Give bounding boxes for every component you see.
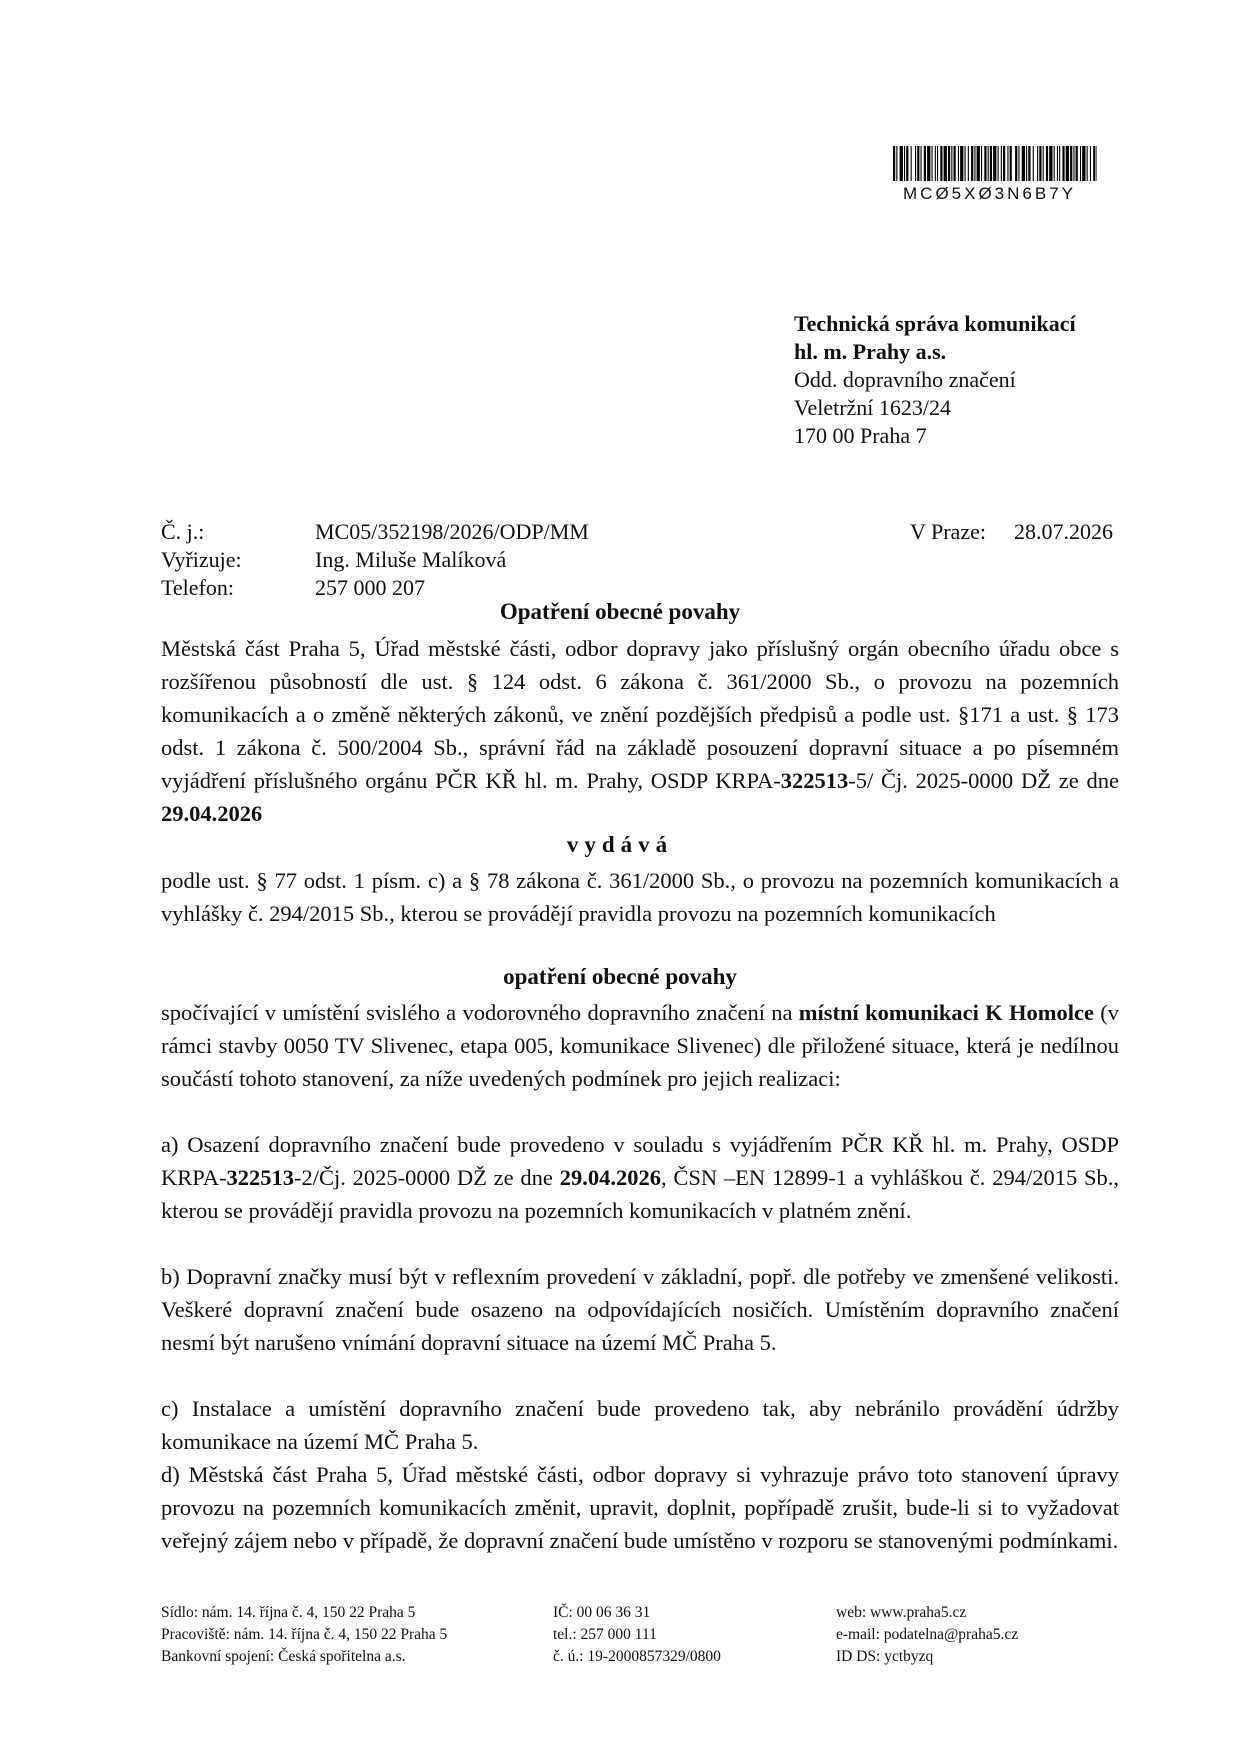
barcode-bar: [1003, 146, 1005, 181]
cond-a-text-e: , ČSN –EN 12899-1 a vyhláškou č. 294/2015 Sb., kterou se provádějí pravidla provozu na pozemních komunikacích v platném znění.: [161, 1165, 1119, 1223]
barcode-bar: [965, 146, 966, 181]
barcode-bar: [1026, 146, 1027, 181]
vyrizuje-value: Ing. Miluše Malíková: [315, 547, 507, 572]
body-text-c: (v rámci stavby 0050 TV Slivenec, etapa 005, komunikace Slivenec) dle přiložené situace, která je nedílnou součástí tohoto stanovení, za níže uvedených podmínek pro jejich realizaci:: [161, 1000, 1120, 1091]
barcode-text: MCØ5XØ3N6B7Y: [903, 184, 1076, 203]
cj-value: MC05/352198/2026/ODP/MM: [315, 519, 589, 544]
barcode: [893, 146, 1097, 181]
barcode-bar: [917, 146, 919, 181]
footer-address: [161, 1602, 447, 1668]
footer-email: e-mail: podatelna@praha5.cz: [836, 1626, 1019, 1643]
condition-b: b) Dopravní značky musí být v reflexním provedení v základní, popř. dle potřeby ve zmenšené velikosti. Veškeré dopravní značení bude osazeno na odpovídajících nosičích. Umístěním dopravního značení nesmí být narušeno vnímání dopravní situace na území MČ Praha 5.: [161, 1264, 1119, 1355]
barcode-bar: [1015, 146, 1017, 181]
condition-c: c) Instalace a umístění dopravního značení bude provedeno tak, aby nebránilo provádění údržby komunikace na území MČ Praha 5.: [161, 1396, 1119, 1454]
barcode-bar: [1033, 146, 1034, 181]
telefon-label: Telefon:: [161, 575, 234, 600]
barcode-bar: [927, 146, 930, 181]
barcode-bar: [1001, 146, 1002, 181]
barcode-bar: [1057, 146, 1058, 181]
legal-basis-paragraph: podle ust. § 77 odst. 1 písm. c) a § 78 zákona č. 361/2000 Sb., o provozu na pozemních komunikacích a vyhlášky č. 294/2015 Sb., kterou se provádějí pravidla provozu na pozemních komunikacích: [161, 868, 1119, 926]
barcode-bar: [990, 146, 992, 181]
footer-account: č. ú.: 19-2000857329/0800: [553, 1648, 721, 1665]
barcode-bar: [1010, 146, 1012, 181]
barcode-bar: [906, 146, 908, 181]
footer-ic: IČ: 00 06 36 31: [553, 1604, 651, 1621]
intro-text-c: -5/ Čj. 2025-0000 DŽ ze dne: [848, 768, 1119, 793]
barcode-bar: [1093, 146, 1095, 181]
barcode-bar: [1080, 146, 1081, 181]
barcode-bar: [1018, 146, 1019, 181]
barcode-bar: [915, 146, 916, 181]
barcode-bar: [951, 146, 952, 181]
barcode-bar: [911, 146, 912, 181]
intro-paragraph: [161, 632, 1119, 830]
barcode-bar: [948, 146, 950, 181]
measure-subtitle: opatření obecné povahy: [503, 964, 737, 989]
barcode-bar: [924, 146, 926, 181]
barcode-bar: [1039, 146, 1041, 181]
barcode-bar: [944, 146, 947, 181]
recipient-dept: Odd. dopravního značení: [794, 367, 1016, 392]
barcode-bar: [1090, 146, 1091, 181]
barcode-bar: [993, 146, 996, 181]
footer-sidlo: Sídlo: nám. 14. října č. 4, 150 22 Praha 5: [161, 1604, 416, 1621]
footer-bank: Bankovní spojení: Česká spořitelna a.s.: [161, 1648, 406, 1665]
issues-heading: vydává: [566, 832, 674, 857]
document-title: Opatření obecné povahy: [499, 599, 741, 624]
barcode-bar: [954, 146, 956, 181]
barcode-bar: [958, 146, 959, 181]
barcode-bar: [988, 146, 989, 181]
recipient-name-line1: Technická správa komunikací: [794, 311, 1076, 336]
barcode-bar: [1066, 146, 1069, 181]
footer-ids: [553, 1602, 721, 1668]
footer-tel: tel.: 257 000 111: [553, 1626, 657, 1643]
document-date: 28.07.2026: [1014, 519, 1113, 544]
barcode-bar: [974, 146, 975, 181]
barcode-bar: [937, 146, 938, 181]
barcode-bar: [1097, 146, 1098, 181]
cond-a-text-a: a) Osazení dopravního značení bude provedeno v souladu s vyjádřením PČR KŘ hl. m. Prahy, OSDP KRPA-: [161, 1132, 1119, 1190]
barcode-bar: [1073, 146, 1074, 181]
recipient-street: Veletržní 1623/24: [794, 395, 952, 420]
barcode-bar: [1022, 146, 1025, 181]
barcode-bar: [1054, 146, 1055, 181]
barcode-bar: [900, 146, 903, 181]
barcode-bar: [960, 146, 963, 181]
vyrizuje-label: Vyřizuje:: [161, 547, 242, 572]
barcode-bar: [1037, 146, 1038, 181]
barcode-bar: [940, 146, 942, 181]
measure-body-paragraph: [161, 996, 1119, 1095]
body-location: místní komunikaci K Homolce: [798, 1000, 1094, 1025]
barcode-bar: [971, 146, 973, 181]
barcode-bar: [904, 146, 905, 181]
barcode-bar: [968, 146, 969, 181]
barcode-bar: [1046, 146, 1048, 181]
body-text-a: spočívající v umístění svislého a vodorovného dopravního značení na: [161, 1000, 799, 1025]
barcode-bar: [998, 146, 999, 181]
condition-d: d) Městská část Praha 5, Úřad městské části, odbor dopravy si vyhrazuje právo toto stanovení úpravy provozu na pozemních komunikacích změnit, upravit, doplnit, popřípadě zrušit, bude-li si to vyžadovat veřejný zájem nebo v případě, že dopravní značení bude umístěno v rozporu se stanovenými podmínkami.: [161, 1462, 1119, 1553]
footer-pracoviste: Pracoviště: nám. 14. října č. 4, 150 22 Praha 5: [161, 1626, 448, 1643]
barcode-bar: [981, 146, 982, 181]
intro-ref-number: 322513: [780, 768, 849, 793]
barcode-bar: [1076, 146, 1078, 181]
barcode-bar: [932, 146, 933, 181]
barcode-bar: [1082, 146, 1085, 181]
barcode-bar: [935, 146, 936, 181]
barcode-bar: [977, 146, 980, 181]
barcode-bar: [896, 146, 897, 181]
intro-date: 29.04.2026: [161, 801, 263, 826]
barcode-bar: [1043, 146, 1044, 181]
barcode-bar: [1007, 146, 1008, 181]
barcode-bar: [1087, 146, 1088, 181]
recipient-address: [794, 310, 1076, 450]
cond-a-text-c: -2/Čj. 2025-0000 DŽ ze dne: [293, 1165, 560, 1190]
place-label: V Praze:: [910, 519, 986, 544]
barcode-bar: [1049, 146, 1052, 181]
recipient-name-line2: hl. m. Prahy a.s.: [794, 339, 947, 364]
recipient-city: 170 00 Praha 7: [794, 423, 927, 448]
intro-text-a: Městská část Praha 5, Úřad městské části, odbor dopravy jako příslušný orgán obecního úřadu obce s rozšířenou působností dle ust. § 124 odst. 6 zákona č. 361/2000 Sb., o provozu na pozemních komunikacích a o změně některých zákonů, ve znění pozdějších předpisů a podle ust. §171 a ust. § 173 odst. 1 zákona č. 500/2004 Sb., správní řád na základě posouzení dopravní situace a po písemném vyjádření příslušného orgánu PČR KŘ hl. m. Prahy, OSDP KRPA-: [161, 636, 1119, 793]
footer-contacts: [836, 1602, 1018, 1668]
barcode-bar: [1070, 146, 1072, 181]
barcode-bar: [984, 146, 986, 181]
cj-label: Č. j.:: [161, 519, 205, 544]
footer-web: web: www.praha5.cz: [836, 1604, 967, 1621]
barcode-bar: [893, 146, 895, 181]
condition-a: [161, 1128, 1119, 1227]
footer-data-box: ID DS: yctbyzq: [836, 1648, 934, 1665]
barcode-bar: [1059, 146, 1060, 181]
barcode-bar: [921, 146, 922, 181]
telefon-value: 257 000 207: [315, 575, 425, 600]
barcode-bar: [1062, 146, 1064, 181]
cond-a-date: 29.04.2026: [559, 1165, 661, 1190]
cond-a-ref-number: 322513: [226, 1165, 294, 1190]
barcode-bar: [1028, 146, 1030, 181]
